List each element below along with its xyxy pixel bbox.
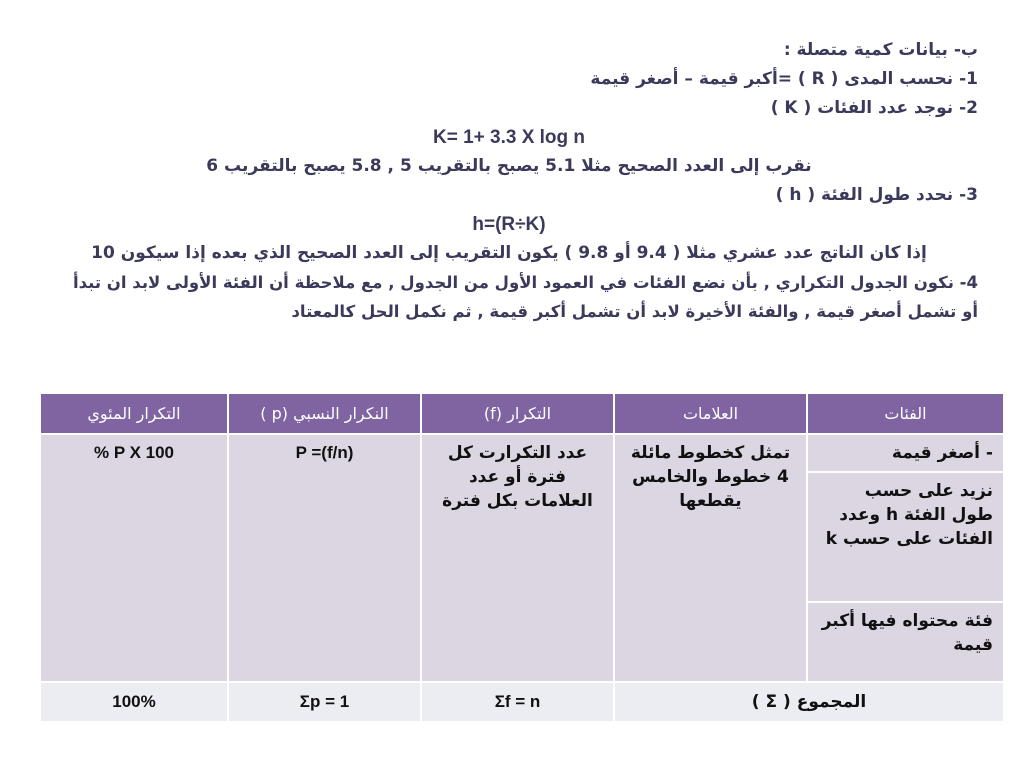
frequency-description: عدد التكرارت كل فترة أو عدد العلامات بكل فترة (421, 434, 614, 682)
header-percent-frequency: التكرار المئوي (40, 393, 228, 434)
total-label: المجموع ( Σ ) (614, 682, 1004, 722)
total-percent: 100% (40, 682, 228, 722)
step-2-class-count: 2- نوجد عدد الفئات ( K ) (770, 98, 978, 118)
relative-frequency-formula: P =(f/n) (228, 434, 421, 682)
header-frequency: التكرار (f) (421, 393, 614, 434)
formula-h: h=(R÷K) (472, 214, 546, 235)
marks-description: تمثل كخطوط مائلة 4 خطوط والخامس يقطعها (614, 434, 807, 682)
formula-k: K= 1+ 3.3 X log n (432, 127, 586, 148)
step-4-table-line-1: 4- نكون الجدول التكراري , بأن نضع الفئات في العمود الأول من الجدول , مع ملاحظة أن الفئة الأولى لابد ان تبدأ (72, 273, 978, 292)
step-4-table-line-2: أو تشمل أصغر قيمة , والفئة الأخيرة لابد أن تشمل أكبر قيمة , ثم نكمل الحل كالمعتاد (291, 302, 978, 321)
rounding-note: نقرب إلى العدد الصحيح مثلا 5.1 يصبح بالتقريب 5 , 5.8 يصبح بالتقريب 6 (206, 156, 812, 176)
header-relative-frequency: النكرار النسبي (p ) (228, 393, 421, 434)
total-relative: Σp = 1 (228, 682, 421, 722)
class-last: فئة محتواه فيها أكبر قيمة (807, 602, 1004, 682)
section-heading: ب- بيانات كمية متصلة : (783, 40, 978, 60)
total-frequency: Σf = n (421, 682, 614, 722)
header-marks: العلامات (614, 393, 807, 434)
step-1-range: 1- نحسب المدى ( R ) =أكبر قيمة – أصغر قيمة (590, 69, 978, 89)
class-middle: نزيد على حسب طول الفئة h وعدد الفئات على حسب k (807, 472, 1004, 602)
table-header-row (40, 393, 1004, 434)
decimal-note: إذا كان الناتج عدد عشري مثلا ( 9.4 أو 9.8 ) يكون التقريب إلى العدد الصحيح الذي بعده إذا سيكون 10 (91, 243, 927, 263)
step-3-class-width: 3- نحدد طول الفئة ( h ) (775, 185, 978, 205)
instructions-text (40, 36, 978, 326)
percent-frequency-formula: P X 100 % (40, 434, 228, 682)
class-first: - أصغر قيمة (807, 434, 1004, 472)
table-row (40, 434, 1004, 472)
table-total-row (40, 682, 1004, 722)
header-classes: الفئات (807, 393, 1004, 434)
frequency-table (39, 392, 1005, 723)
